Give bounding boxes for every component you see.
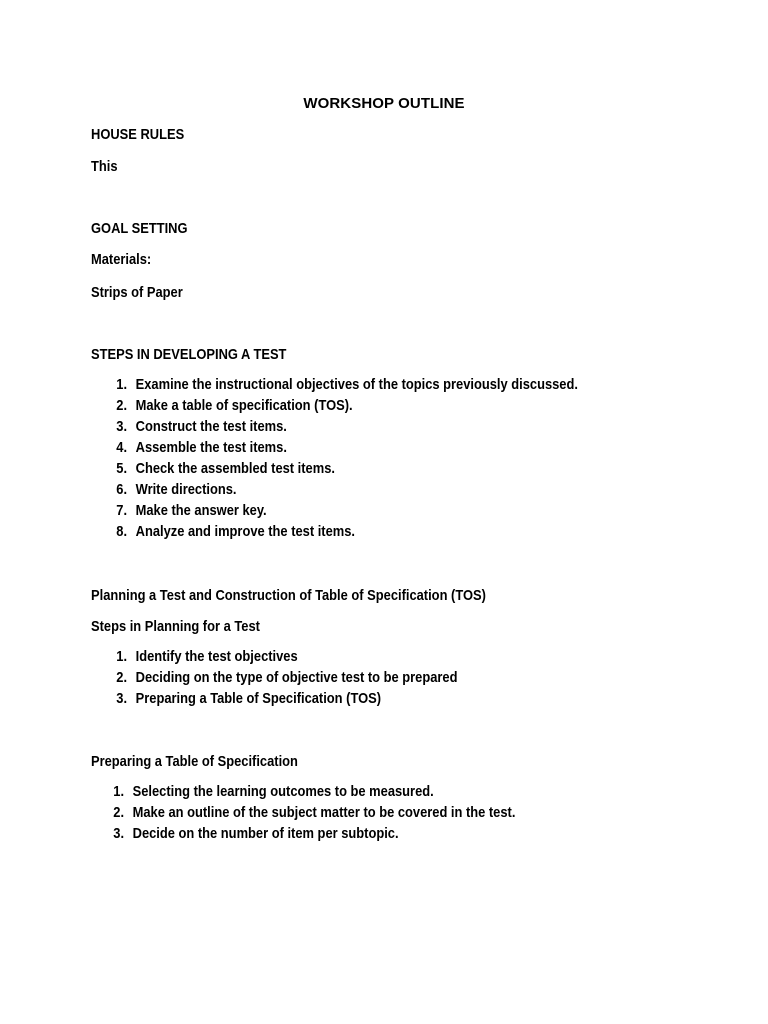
goal-setting-heading: GOAL SETTING — [91, 220, 188, 237]
materials-label: Materials: — [91, 251, 152, 268]
list-item — [115, 438, 578, 459]
planning-subheading: Steps in Planning for a Test — [91, 618, 260, 635]
preparing-tos-heading: Preparing a Table of Specification — [91, 753, 298, 770]
list-item-number: 1. — [113, 783, 125, 800]
house-rules-heading: HOUSE RULES — [91, 126, 185, 143]
list-item-text: Selecting the learning outcomes to be measured. — [132, 783, 434, 800]
list-item — [115, 501, 578, 522]
list-item-number: 2. — [116, 669, 128, 686]
list-item-text: Make an outline of the subject matter to be covered in the test. — [132, 804, 516, 821]
list-item-number: 3. — [116, 418, 128, 435]
list-item — [112, 782, 515, 803]
list-item — [112, 824, 515, 845]
planning-heading: Planning a Test and Construction of Table of Specification (TOS) — [91, 587, 486, 604]
list-item-number: 6. — [116, 481, 128, 498]
list-item — [112, 803, 515, 824]
list-item-number: 1. — [116, 376, 128, 393]
steps-developing-heading: STEPS IN DEVELOPING A TEST — [91, 346, 287, 363]
list-item — [115, 396, 578, 417]
list-item-text: Make a table of specification (TOS). — [135, 397, 353, 414]
list-item-number: 3. — [113, 825, 125, 842]
list-item-text: Deciding on the type of objective test to be prepared — [135, 669, 458, 686]
list-item-number: 7. — [116, 502, 128, 519]
list-item — [115, 689, 457, 710]
list-item-number: 2. — [113, 804, 125, 821]
list-item-text: Analyze and improve the test items. — [135, 523, 356, 540]
list-item-text: Preparing a Table of Specification (TOS) — [135, 690, 382, 707]
list-item-number: 1. — [116, 648, 128, 665]
list-item-text: Check the assembled test items. — [135, 460, 335, 477]
document-title: WORKSHOP OUTLINE — [303, 95, 465, 112]
list-item-text: Identify the test objectives — [135, 648, 298, 665]
list-item — [115, 375, 578, 396]
list-item-number: 4. — [116, 439, 128, 456]
list-item-text: Construct the test items. — [135, 418, 287, 435]
list-item-text: Make the answer key. — [135, 502, 267, 519]
list-item — [115, 647, 457, 668]
list-item — [115, 459, 578, 480]
list-item-text: Examine the instructional objectives of the topics previously discussed. — [135, 376, 578, 393]
list-item — [115, 417, 578, 438]
steps-developing-list — [115, 375, 578, 543]
planning-steps-list — [115, 647, 457, 710]
list-item-number: 3. — [116, 690, 128, 707]
list-item-number: 5. — [116, 460, 128, 477]
list-item — [115, 522, 578, 543]
list-item — [115, 668, 457, 689]
list-item-number: 8. — [116, 523, 128, 540]
list-item-text: Decide on the number of item per subtopic. — [132, 825, 399, 842]
preparing-tos-list — [112, 782, 515, 845]
list-item — [115, 480, 578, 501]
list-item-number: 2. — [116, 397, 128, 414]
materials-item: Strips of Paper — [91, 284, 183, 301]
list-item-text: Write directions. — [135, 481, 237, 498]
house-rules-text: This — [91, 158, 118, 175]
list-item-text: Assemble the test items. — [135, 439, 287, 456]
